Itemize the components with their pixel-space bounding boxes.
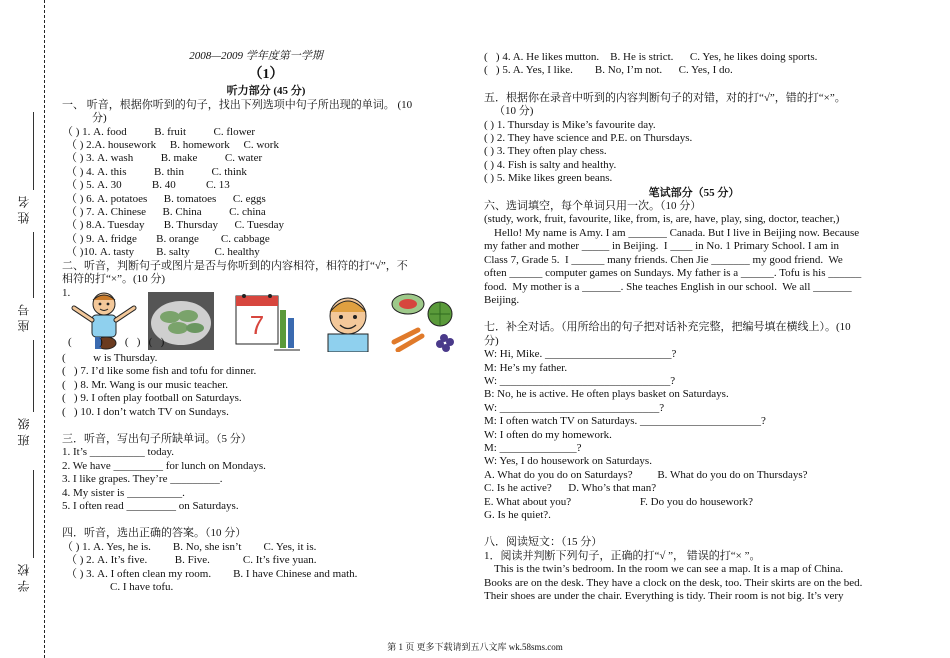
list-item: 2. We have _________ for lunch on Mondays.: [62, 459, 266, 472]
option-line: G. Is he quiet?.: [484, 509, 551, 521]
seat-label: 座号: [17, 300, 31, 332]
list-item: ( ) 5. A. Yes, I like. B. No, I’m not. C. Yes, I do.: [484, 64, 733, 77]
list-item: C. I have tofu.: [110, 581, 174, 593]
option-line: C. Is he active? D. Who’s that man?: [484, 482, 657, 495]
part8-passage: This is the twin’s bedroom. In the room we can see a map. It is a map of China. Books are on the desk. They have a clock on the desk, too. Their skirts are on the bed. Their shoes are under the chair. Everything is tidy. Their room is not big. It’s very: [484, 563, 863, 603]
part7-dialogue: [484, 348, 904, 469]
part8-sub-instruction: 1．阅读并判断下列句子，正确的打“√ ”， 错误的打“× ”。: [484, 549, 761, 562]
list-item: ( ) 2. They have science and P.E. on Thursdays.: [484, 132, 693, 145]
dialogue-line: M: ______________?: [484, 441, 582, 454]
part2-instruction: 二、听音，判断句子或图片是否与你听到的内容相符，相符的打“√”，不 相符的打“×”。(10 分): [62, 259, 408, 286]
boy-face-picture: [318, 290, 378, 352]
dialogue-line: M: I often watch TV on Saturdays. ______________________?: [484, 415, 766, 428]
dialogue-line: W: I often do my homework.: [484, 428, 612, 441]
list-item: （ )10. A. tasty B. salty C. healthy: [66, 246, 260, 259]
paper-number: （1）: [248, 67, 284, 83]
vegetables-picture: [388, 290, 464, 352]
list-item: ( ) 1. Thursday is Mike’s favourite day.: [484, 118, 656, 131]
list-item: 4. My sister is __________.: [62, 486, 185, 499]
part7-options: [484, 469, 904, 523]
dialogue-line: M: He’s my father.: [484, 361, 568, 374]
list-item: （ ) 1. A. food B. fruit C. flower: [62, 125, 256, 138]
list-item: ( ) 10. I don’t watch TV on Sundays.: [62, 405, 229, 418]
part3-items: [62, 446, 470, 513]
school-label: 学校: [17, 560, 31, 592]
part3-instruction: 三．听音，写出句子所缺单词。（5 分）: [62, 432, 252, 445]
dialogue-line: W: _____________________________?: [484, 401, 665, 414]
picture-row: [62, 290, 470, 360]
list-item: 3. I like grapes. They’re _________.: [62, 473, 223, 486]
school-blank: [33, 470, 34, 558]
part6-instruction: 六、选词填空，每个单词只用一次。（10 分）: [484, 200, 702, 213]
list-item: （ ) 4. A. this B. thin C. think: [66, 165, 247, 178]
calendar-number: 7: [249, 309, 265, 340]
list-item: （ ) 6. A. potatoes B. tomatoes C. eggs: [66, 192, 266, 205]
part7-instruction: 七．补全对话。（用所给出的句子把对话补充完整，把编号填在横线上）。(10 分): [484, 321, 851, 347]
dialogue-line: W: _______________________________?: [484, 374, 676, 387]
list-item: （ ) 9. A. fridge B. orange C. cabbage: [66, 232, 270, 245]
part8-instruction: 八．阅读短文：（15 分）: [484, 536, 603, 549]
option-line: E. What about you? F. Do you do housework?: [484, 495, 753, 508]
part4-instruction: 四．听音，选出正确的答案。（10 分）: [62, 527, 247, 540]
binding-dashed-line: [44, 0, 45, 658]
class-label: 班级: [17, 414, 31, 446]
part1-items: [62, 126, 470, 260]
list-item: ( ) 8. Mr. Wang is our music teacher.: [62, 378, 229, 391]
name-blank: [33, 112, 34, 190]
part2-items: [62, 352, 470, 419]
class-blank: [33, 340, 34, 412]
part5-instruction: 五．根据你在录音中听到的内容判断句子的对错，对的打“√”，错的打“×”。 （10 分): [484, 91, 846, 118]
list-item: ( ) 3. They often play chess.: [484, 145, 607, 158]
page-footer: 第 1 页 更多下载请到五八文库 wk.58sms.com: [387, 642, 563, 652]
picture-answer-brackets: ( ) ( ) ( ): [68, 335, 165, 348]
seat-blank: [33, 232, 34, 298]
part5-items: [484, 119, 904, 186]
list-item: ( ) 9. I often play football on Saturdays.: [62, 392, 242, 405]
dialogue-line: W: Yes, I do housework on Saturdays.: [484, 455, 652, 468]
dialogue-line: B: No, he is active. He often plays basket on Saturdays.: [484, 388, 729, 401]
list-item: ( ) 7. I’d like some fish and tofu for dinner.: [62, 365, 257, 378]
written-title: 笔试部分（55 分）: [648, 186, 740, 199]
dialogue-line: W: Hi, Mike. _______________________?: [484, 348, 677, 361]
part4-items: [62, 541, 470, 595]
list-item: ( ) 4. Fish is salty and healthy.: [484, 158, 617, 171]
part6-word-bank: (study, work, fruit, favourite, like, from, is, are, have, play, sing, doctor, teacher,): [484, 213, 840, 226]
list-item: （ ) 3. A. I often clean my room. B. I have Chinese and math.: [66, 567, 358, 580]
list-item: 5. I often read _________ on Saturdays.: [62, 499, 239, 512]
list-item: （ ) 5. A. 30 B. 40 C. 13: [66, 179, 230, 192]
option-line: A. What do you do on Saturdays? B. What do you do on Thursdays?: [484, 468, 808, 481]
list-item: （ ) 2. A. It’s five. B. Five. C. It’s five yuan.: [66, 554, 317, 567]
list-item: （ ) 8.A. Tuesday B. Thursday C. Tuesday: [66, 219, 284, 232]
right-column: [484, 51, 904, 603]
name-label: 姓名: [17, 192, 31, 224]
list-item: （ ) 3. A. wash B. make C. water: [66, 152, 263, 165]
part1-instruction: 一、 听音，根据你听到的句子，找出下列选项中句子所出现的单词。 (10 分): [62, 98, 413, 125]
list-item: （ ) 1. A. Yes, he is. B. No, she isn’t C. Yes, it is.: [62, 540, 317, 553]
list-item: （ ) 2.A. housework B. homework C. work: [66, 139, 279, 152]
calendar-picture: [230, 290, 302, 352]
listening-title: 听力部分 (45 分): [226, 85, 306, 98]
list-item: ( ) 4. A. He likes mutton. B. He is strict. C. Yes, he likes doing sports.: [484, 51, 818, 63]
list-item: ( ) 5. Mike likes green beans.: [484, 172, 613, 185]
list-item: ( w is Thursday.: [62, 351, 158, 364]
list-item: 1. It’s __________ today.: [62, 446, 175, 459]
term-heading: 2008—2009 学年度第一学期: [189, 50, 323, 62]
left-column: [62, 50, 470, 594]
list-item: （ ) 7. A. Chinese B. China C. china: [66, 206, 266, 219]
part2-number-1: 1.: [62, 286, 71, 299]
part6-passage: Hello! My name is Amy. I am _______ Canada. But I live in Beijing now. Because my father and mother _____ in Beijing. I ____ in No. 1 Primary School. I am in Class 7, Grade 5. I ______ many friends. Chen Jie _______ my good friend. We often ______ computer games on Sundays. My father is a ______. Tofu is his ______ food. My mother is a _______. She teaches English in our school. We all _______ Beijing.: [484, 226, 862, 306]
